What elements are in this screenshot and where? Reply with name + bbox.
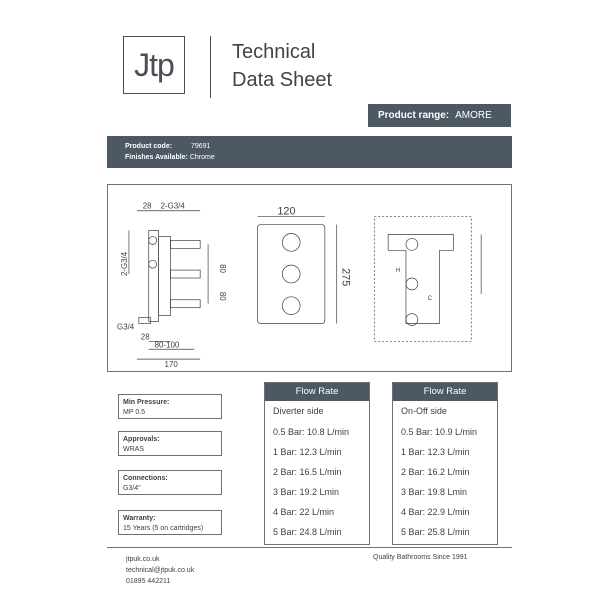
finishes-label: Finishes Available:: [125, 154, 188, 161]
spec-label: Approvals:: [123, 436, 160, 443]
port-mid: [406, 278, 418, 290]
label-h: H: [396, 268, 401, 275]
front-handle-mid: [282, 265, 300, 283]
label-c: C: [427, 295, 433, 302]
recess-outline: [374, 217, 471, 342]
dim-28-bottom: 28: [140, 332, 150, 342]
email-link[interactable]: technical@jtpuk.co.uk: [126, 567, 195, 574]
port-top: [406, 238, 418, 250]
dim-80-b: 80: [217, 291, 227, 301]
flow-rate-row: 3 Bar: 19.8 Lmin: [401, 487, 468, 497]
document-title: [232, 38, 332, 94]
handle-top: [170, 240, 200, 248]
inlet-mid: [149, 260, 157, 268]
dim-120: 120: [277, 205, 296, 218]
dim-80-a: 80: [217, 264, 227, 273]
handle-mid: [170, 270, 200, 278]
flow-rate-row: 4 Bar: 22 L/min: [273, 507, 335, 517]
side-plate: [159, 236, 171, 315]
flow-rate-title: Flow Rate: [393, 383, 497, 401]
drawing-svg: [108, 185, 511, 371]
installation-view: [374, 217, 481, 342]
dim-80-100: 80-100: [154, 340, 180, 350]
logo-divider: [210, 36, 211, 98]
front-handle-bottom: [282, 297, 300, 315]
product-range-value: AMORE: [455, 110, 492, 121]
product-range-bar: [368, 104, 511, 127]
dim-2g34-side: 2-G3/4: [119, 251, 129, 277]
spec-label: Connections:: [123, 475, 168, 482]
front-view: [258, 217, 337, 324]
spec-value: 15 Years (5 on cartridges): [123, 525, 204, 532]
website-link[interactable]: jtpuk.co.uk: [126, 556, 160, 563]
valve-body-outline: [388, 234, 453, 323]
dim-2g34-top: 2-G3/4: [160, 201, 185, 211]
contact-info: [126, 554, 194, 587]
flow-rate-row: 2 Bar: 16.2 L/min: [401, 467, 470, 477]
front-plate: [258, 225, 325, 324]
inlet-top: [149, 236, 157, 244]
flow-rate-row: 5 Bar: 24.8 L/min: [273, 527, 342, 537]
dim-28-top: 28: [142, 201, 152, 211]
flow-rate-side: Diverter side: [273, 406, 324, 416]
footer-divider: [107, 547, 512, 548]
flow-rate-row: 1 Bar: 12.3 L/min: [401, 447, 470, 457]
dim-170: 170: [164, 360, 178, 370]
flow-rate-row: 5 Bar: 25.8 L/min: [401, 527, 470, 537]
spec-label: Min Pressure:: [123, 399, 170, 406]
spec-value: G3/4": [123, 485, 141, 492]
jtp-logo: [123, 36, 185, 94]
flow-rate-side: On-Off side: [401, 406, 447, 416]
product-range-label: Product range:: [378, 110, 450, 121]
dim-g34: G3/4: [117, 322, 135, 332]
spec-connections: [118, 470, 222, 495]
flow-rate-row: 3 Bar: 19.2 Lmin: [273, 487, 340, 497]
technical-drawing: [107, 184, 512, 372]
flow-rate-table-onoff: [392, 382, 498, 545]
spec-min-pressure: [118, 394, 222, 419]
flow-rate-row: 1 Bar: 12.3 L/min: [273, 447, 342, 457]
flow-rate-title: Flow Rate: [265, 383, 369, 401]
title-line-1: Technical: [232, 41, 316, 63]
flow-rate-row: 2 Bar: 16.5 L/min: [273, 467, 342, 477]
flow-rate-row: 4 Bar: 22.9 L/min: [401, 507, 470, 517]
spec-value: MP 0.5: [123, 409, 146, 416]
dim-275: 275: [339, 268, 352, 287]
logo-text: Jtp: [134, 46, 174, 83]
flow-rate-row: 0.5 Bar: 10.9 L/min: [401, 427, 478, 437]
spec-warranty: [118, 510, 222, 535]
front-handle-top: [282, 233, 300, 251]
flow-rate-table-diverter: [264, 382, 370, 545]
spec-label: Warranty:: [123, 515, 156, 522]
product-info-bar: [107, 136, 512, 168]
product-code-value: 79691: [190, 143, 211, 150]
product-code-label: Product code:: [125, 143, 173, 150]
finishes-value: Chrome: [189, 154, 215, 161]
flow-rate-row: 0.5 Bar: 10.8 L/min: [273, 427, 350, 437]
phone-number: 01895 442211: [126, 578, 171, 585]
title-line-2: Data Sheet: [232, 69, 333, 91]
footer-tagline: Quality Bathrooms Since 1991: [373, 554, 468, 561]
spec-approvals: [118, 431, 222, 456]
spec-value: WRAS: [123, 446, 144, 453]
handle-bottom: [170, 300, 200, 308]
